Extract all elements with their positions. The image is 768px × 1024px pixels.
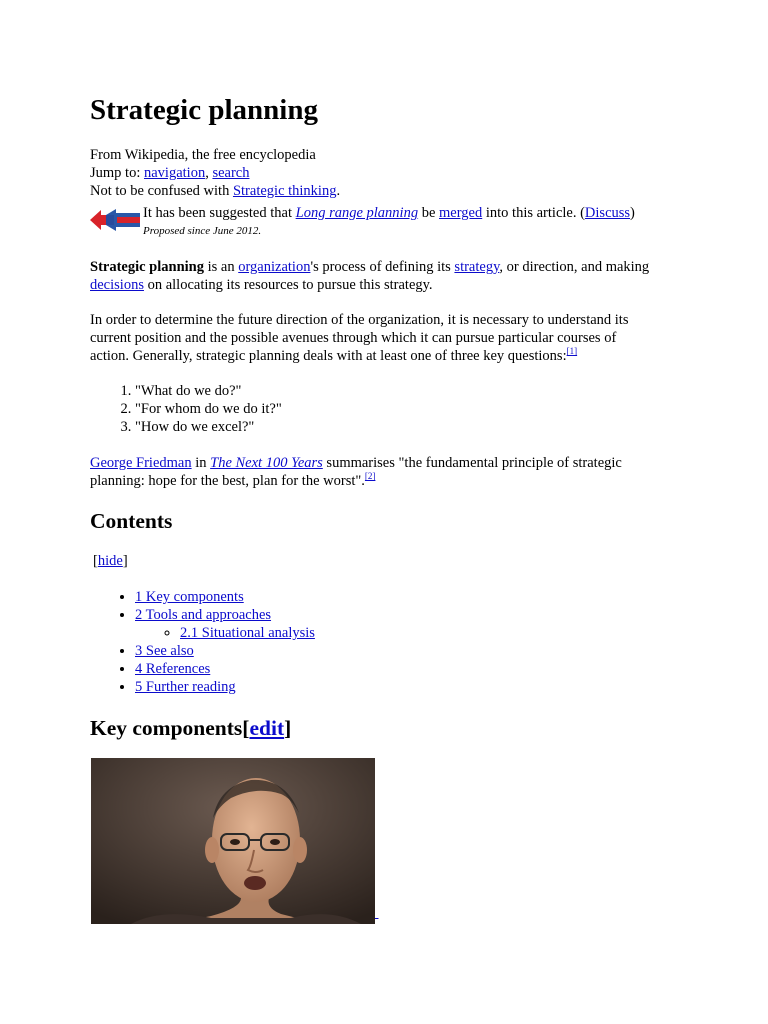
toc-link-tools-and-approaches[interactable]: 2 Tools and approaches xyxy=(135,607,272,623)
merge-arrows-icon xyxy=(90,209,140,231)
toc-link-further-reading[interactable]: 5 Further reading xyxy=(135,679,236,695)
toc-sublist xyxy=(135,624,315,642)
friedman-quote-paragraph: George Friedman in The Next 100 Years summarises "the fundamental principle of strategic planning: hope for the best, plan for the worst".[2] xyxy=(90,455,622,489)
table-of-contents xyxy=(90,588,315,696)
jump-to-line: Jump to: navigation, search xyxy=(90,165,250,181)
toc-item xyxy=(135,642,315,660)
jump-search-link[interactable]: search xyxy=(212,165,250,181)
jump-navigation-link[interactable]: navigation xyxy=(143,165,206,181)
list-item: 1. "What do we do?" xyxy=(135,382,282,400)
edit-section-link[interactable]: edit xyxy=(249,716,285,740)
strategy-link[interactable]: strategy xyxy=(454,259,500,275)
article-header-info xyxy=(90,146,690,200)
merged-link[interactable]: merged xyxy=(439,205,483,221)
list-item: 2. "For whom do we do it?" xyxy=(135,400,282,418)
merge-proposed-date: Proposed since June 2012. xyxy=(143,225,262,237)
toc-link-situational-analysis[interactable]: 2.1 Situational analysis xyxy=(180,625,315,641)
toc-item xyxy=(135,606,315,642)
toc-item xyxy=(135,660,315,678)
from-line: From Wikipedia, the free encyclopedia xyxy=(90,147,316,163)
key-questions-list xyxy=(90,382,282,436)
toc-link-references[interactable]: 4 References xyxy=(135,661,211,677)
decisions-link[interactable]: decisions xyxy=(90,277,144,293)
page-title: Strategic planning xyxy=(90,94,318,126)
contents-heading: Contents xyxy=(90,509,173,533)
questions-intro-paragraph: In order to determine the future direction of the organization, it is necessary to understand its current position and the possible avenues through which it can pursue particular courses of action. Generally, strategic planning deals with at least one of three key questions:[1] xyxy=(90,312,629,364)
intro-paragraph: Strategic planning is an organization's process of defining its strategy, or direction, and making decisions on allocating its resources to pursue this strategy. xyxy=(90,259,650,293)
toc-item xyxy=(180,624,315,642)
toc-link-see-also[interactable]: 3 See also xyxy=(135,643,194,659)
next-100-years-link[interactable]: The Next 100 Years xyxy=(210,455,323,471)
image-link[interactable] xyxy=(375,905,379,923)
strategic-thinking-link[interactable]: Strategic thinking xyxy=(232,183,337,199)
reference-2-link[interactable]: [2] xyxy=(364,471,376,481)
intro-term: Strategic planning xyxy=(90,259,204,275)
organization-link[interactable]: organization xyxy=(238,259,311,275)
george-friedman-link[interactable]: George Friedman xyxy=(90,455,192,471)
speaker-photo[interactable] xyxy=(91,758,375,924)
toc-item xyxy=(135,678,315,696)
list-item: 3. "How do we excel?" xyxy=(135,418,282,436)
toc-link-key-components[interactable]: 1 Key components xyxy=(135,589,244,605)
long-range-planning-link[interactable]: Long range planning xyxy=(295,205,419,221)
reference-1-link[interactable]: [1] xyxy=(566,346,578,356)
hatnote: Not to be confused with Strategic thinking. xyxy=(90,183,341,199)
discuss-link[interactable]: Discuss xyxy=(584,205,631,221)
merge-notice-text: It has been suggested that Long range planning be merged into this article. (Discuss) xyxy=(143,205,635,221)
key-components-heading: Key components[edit] xyxy=(90,716,292,740)
toc-item xyxy=(135,588,315,606)
contents-hide-link[interactable]: hide xyxy=(97,553,123,569)
contents-toggle: [hide] xyxy=(93,553,128,569)
person-portrait-image xyxy=(91,758,375,924)
